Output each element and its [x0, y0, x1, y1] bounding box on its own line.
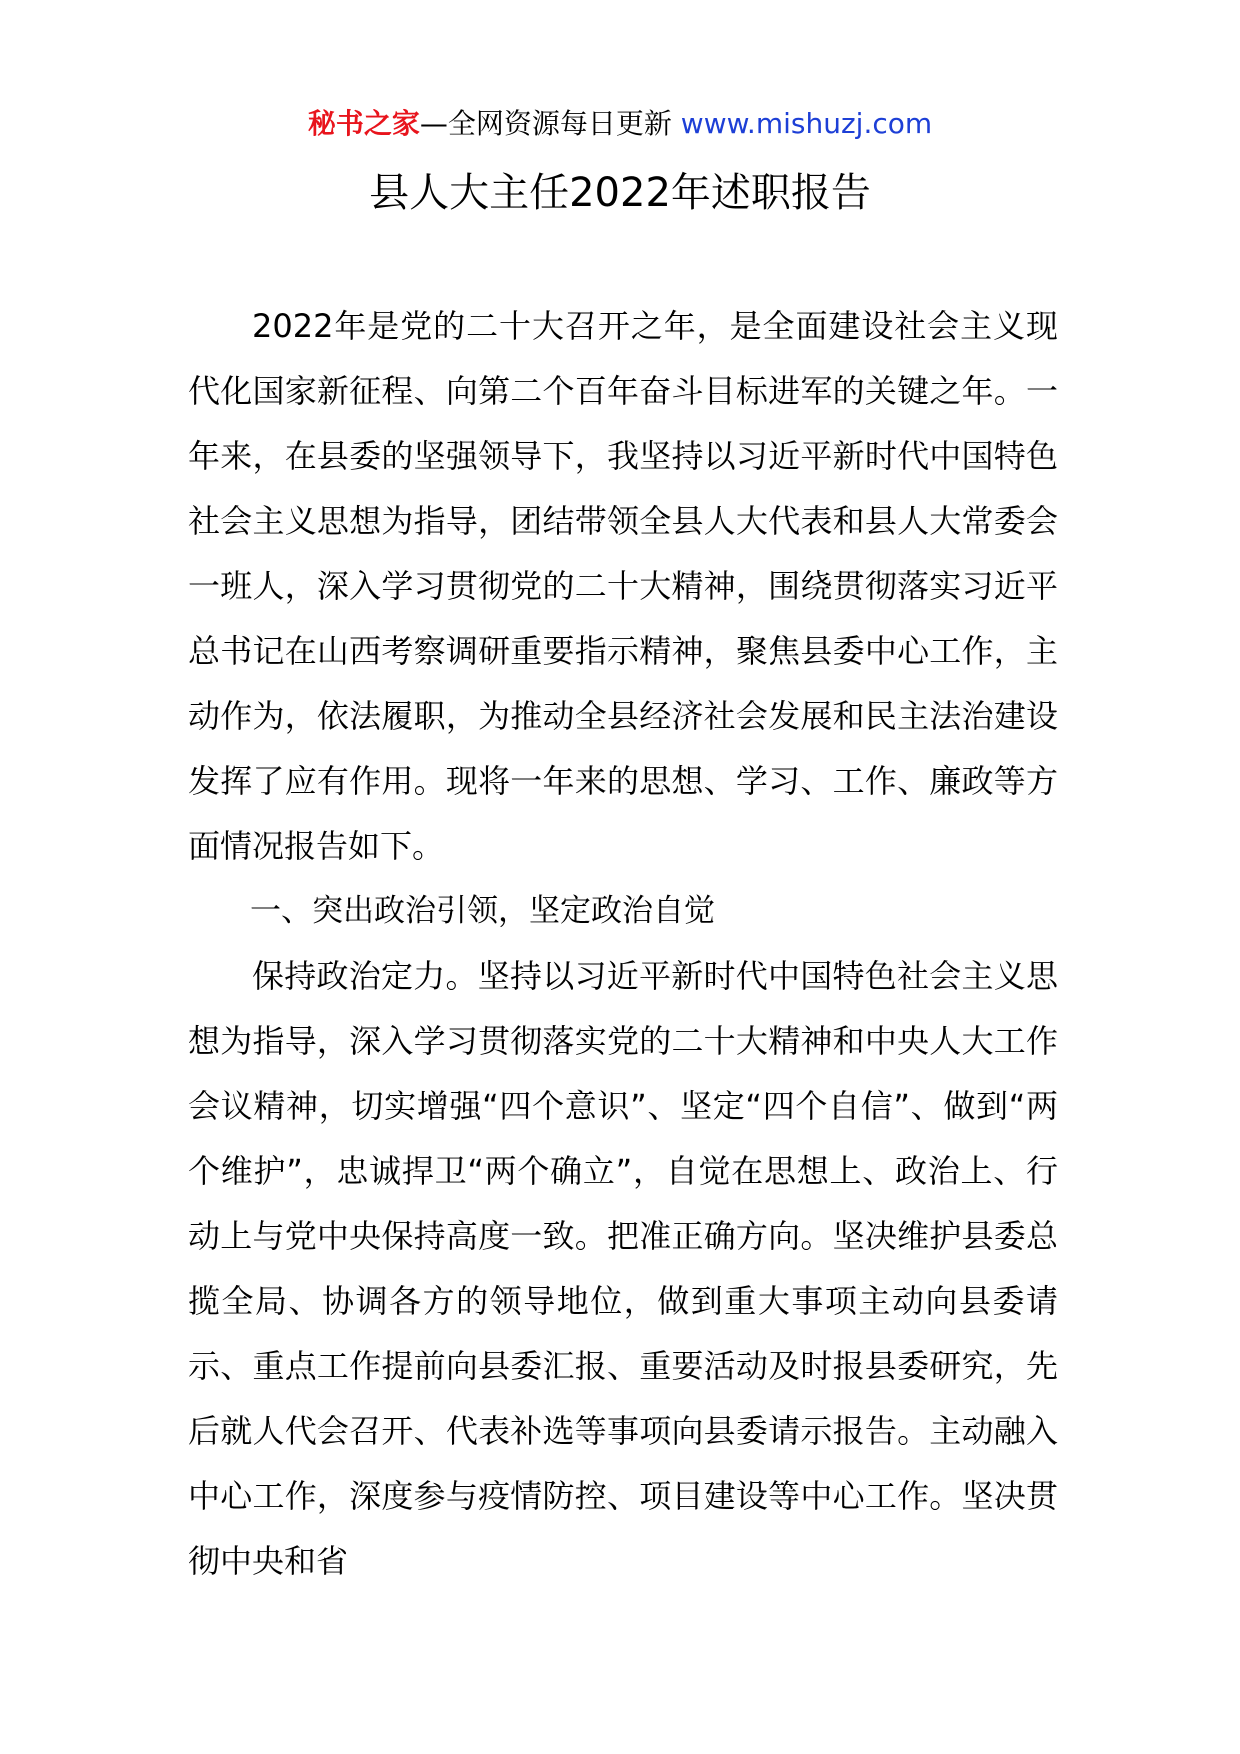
- section-1-paragraph: 保持政治定力。坚持以习近平新时代中国特色社会主义思想为指导，深入学习贯彻落实党的二十大精神和中央人大工作会议精神，切实增强“四个意识”、坚定“四个自信”、做到“两个维护”，忠诚捍卫“两个确立”，自觉在思想上、政治上、行动上与党中央保持高度一致。把准正确方向。坚决维护县委总揽全局、协调各方的领导地位，做到重大事项主动向县委请示、重点工作提前向县委汇报、重要活动及时报县委研究，先后就人代会召开、代表补选等事项向县委请示报告。主动融入中心工作，深度参与疫情防控、项目建设等中心工作。坚决贯彻中央和省: [188, 957, 1058, 1580]
- intro-paragraph: 2022年是党的二十大召开之年，是全面建设社会主义现代化国家新征程、向第二个百年奋斗目标进军的关键之年。一年来，在县委的坚强领导下，我坚持以习近平新时代中国特色社会主义思想为指导，团结带领全县人大代表和县人大常委会一班人，深入学习贯彻党的二十大精神，围绕贯彻落实习近平总书记在山西考察调研重要指示精神，聚焦县委中心工作，主动作为，依法履职，为推动全县经济社会发展和民主法治建设发挥了应有作用。现将一年来的思想、学习、工作、廉政等方面情况报告如下。: [188, 307, 1058, 865]
- site-header: [0, 102, 1240, 146]
- brand-name: 秘书之家: [307, 107, 420, 140]
- section-heading-1: 一、突出政治引领，坚定政治自觉: [250, 893, 715, 929]
- document-body: [188, 294, 1058, 1594]
- site-slogan: —全网资源每日更新: [419, 107, 672, 140]
- site-url-link[interactable]: www.mishuzj.com: [680, 107, 933, 140]
- document-title: 县人大主任2022年述职报告: [369, 170, 871, 216]
